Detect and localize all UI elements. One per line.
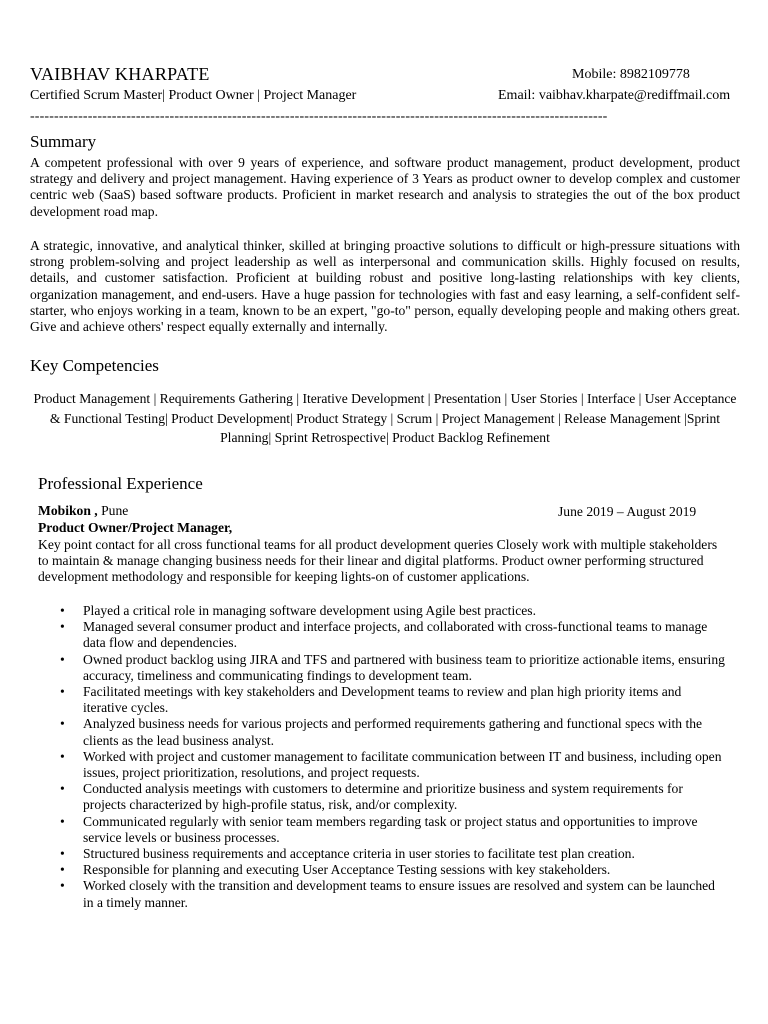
list-item: • Analyzed business needs for various projects and performed requirements gathering and functional specs with the clients as the lead business analyst. bbox=[60, 716, 703, 748]
header-divider: ------------------------------------------------------------------------------------------------------------------------ bbox=[30, 109, 608, 124]
experience-heading: Professional Experience bbox=[38, 474, 203, 493]
bullet-icon: • bbox=[60, 813, 65, 829]
bullet-icon: • bbox=[60, 651, 65, 667]
responsibility-list bbox=[38, 603, 726, 911]
company-line bbox=[38, 503, 128, 519]
email-address: Email: vaibhav.kharpate@rediffmail.com bbox=[498, 88, 731, 103]
company-location: Pune bbox=[97, 503, 129, 518]
bullet-icon: • bbox=[60, 846, 65, 862]
job-title: Product Owner/Project Manager, bbox=[38, 520, 233, 535]
bullet-icon: • bbox=[60, 862, 65, 878]
summary-paragraph-1: A competent professional with over 9 years of experience, and software product management, product development, product strategy and delivery and project management. Having experience of 3 Years as product owner to develop complex and customer centric web (SaaS) based software products. Proficient in market research and analysis to strategies the out of the box product development road map. bbox=[30, 155, 740, 219]
competencies-list: Product Management | Requirements Gathering | Iterative Development | Presentation | User Stories | Interface | User Acceptance & Functional Testing| Product Development| Product Strategy | Scrum | Project Management | Release Management |Sprint Planning| Sprint Retrospective| Product Backlog Refinement bbox=[33, 391, 737, 446]
company-name: Mobikon , bbox=[38, 503, 98, 518]
list-item: • Responsible for planning and executing User Acceptance Testing sessions with key stakeholders. bbox=[60, 862, 611, 878]
competencies-heading: Key Competencies bbox=[30, 356, 159, 375]
list-item: • Structured business requirements and acceptance criteria in user stories to facilitate test plan creation. bbox=[60, 846, 635, 862]
bullet-icon: • bbox=[60, 878, 65, 894]
bullet-icon: • bbox=[60, 603, 65, 618]
bullet-icon: • bbox=[60, 748, 65, 764]
summary-paragraph-2: A strategic, innovative, and analytical thinker, skilled at bringing proactive solutions to difficult or high-pressure situations with strong problem-solving and project leadership as well as interpersonal and communication skills. Highly focused on results, details, and customer satisfaction. Proficient at building robust and positive long-lasting relationships with key clients, organization management, and end-users. Have a huge passion for technologies with fast and easy learning, a self-confident self-starter, who enjoys working in a team, known to be an expert, "go-to" person, equally developing people and making others great. Give and achieve others' respect equally externally and internally. bbox=[30, 238, 740, 335]
bullet-icon: • bbox=[60, 716, 65, 732]
bullet-icon: • bbox=[60, 684, 65, 700]
list-item: • Worked with project and customer management to facilitate communication between IT and business, including open issues, project prioritization, resolutions, and project requests. bbox=[60, 748, 722, 781]
candidate-name: VAIBHAV KHARPATE bbox=[30, 64, 210, 84]
bullet-icon: • bbox=[60, 619, 65, 635]
mobile-number: Mobile: 8982109778 bbox=[572, 67, 690, 82]
list-item: • Conducted analysis meetings with customers to determine and prioritize business and system requirements for projects characterized by high-profile status, risk, and/or complexity. bbox=[60, 781, 683, 813]
summary-heading: Summary bbox=[30, 132, 97, 151]
list-item: • Communicated regularly with senior team members regarding task or project status and opportunities to improve service levels or business processes. bbox=[60, 813, 698, 845]
job-description: Key point contact for all cross functional teams for all product development queries Closely work with multiple stakeholders to maintain & manage changing business needs for their linear and digital platforms. Product owner performing structured development methodology and responsible for keeping lights-on of customer applications. bbox=[38, 537, 718, 585]
list-item: • Managed several consumer product and interface projects, and collaborated with cross-functional teams to manage data flow and dependencies. bbox=[60, 619, 708, 651]
employment-dates: June 2019 – August 2019 bbox=[558, 504, 697, 519]
bullet-icon: • bbox=[60, 781, 65, 797]
list-item: • Facilitated meetings with key stakeholders and Development teams to review and plan high priority items and iterative cycles. bbox=[60, 684, 682, 716]
professional-tagline: Certified Scrum Master| Product Owner | Project Manager bbox=[30, 88, 357, 103]
list-item: • Worked closely with the transition and development teams to ensure issues are resolved and system can be launched in a timely manner. bbox=[60, 878, 715, 910]
list-item: • Owned product backlog using JIRA and TFS and partnered with business team to prioritize actionable items, ensuring accuracy, timeliness and communicating findings to development team. bbox=[60, 651, 725, 683]
list-item: • Played a critical role in managing software development using Agile best practices. bbox=[60, 603, 536, 618]
